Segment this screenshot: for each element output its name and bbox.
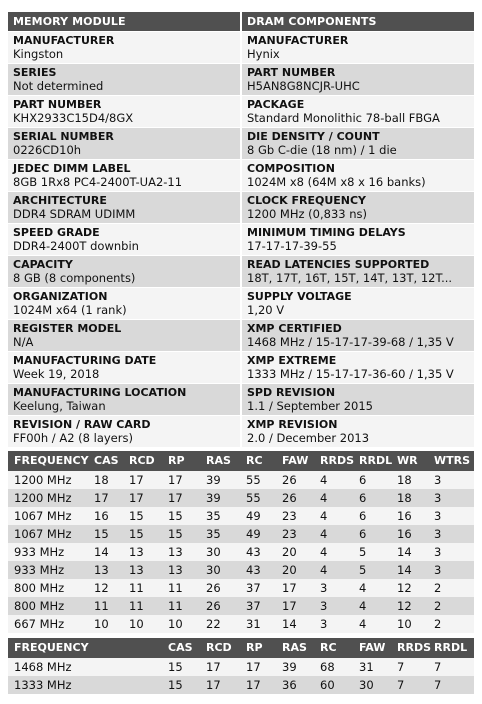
table-cell: 10: [397, 617, 412, 631]
table-cell: 6: [359, 527, 367, 541]
table-cell: 68: [320, 660, 335, 674]
table-cell: 4: [320, 491, 328, 505]
column-header: FAW: [282, 454, 309, 467]
table-cell: 4: [320, 473, 328, 487]
table-cell: 2: [434, 617, 442, 631]
table-cell: 18: [397, 491, 412, 505]
table-cell: 12: [397, 581, 412, 595]
table-cell: 15: [129, 509, 144, 523]
table-row: [8, 507, 474, 525]
column-header: RRDS: [397, 641, 431, 654]
table-cell: 2: [434, 599, 442, 613]
table-cell: 20: [282, 563, 297, 577]
table-cell: 30: [206, 545, 221, 559]
table-cell: 11: [168, 599, 183, 613]
table-cell: 10: [94, 617, 109, 631]
table-cell: 16: [94, 509, 109, 523]
column-header: CAS: [168, 641, 193, 654]
table-cell: 12: [94, 581, 109, 595]
table-cell: 15: [168, 527, 183, 541]
field-label: SPD REVISION: [247, 386, 336, 399]
field-value: KHX2933C15D4/8GX: [13, 111, 134, 125]
table-cell: 800 MHz: [14, 599, 65, 613]
field-label: SERIAL NUMBER: [13, 130, 114, 143]
memory-module-header: MEMORY MODULE: [8, 12, 240, 31]
table-cell: 13: [168, 545, 183, 559]
field-xmp-certified: [242, 320, 474, 351]
table-cell: 37: [246, 599, 261, 613]
field-package: [242, 96, 474, 127]
table-cell: 7: [434, 678, 442, 692]
field-revision-raw-card: [8, 416, 240, 447]
field-value: 0226CD10h: [13, 143, 82, 157]
field-die-density-count: [242, 128, 474, 159]
table-row: [8, 658, 474, 676]
field-value: Hynix: [247, 47, 280, 61]
table-cell: 26: [282, 491, 297, 505]
table-cell: 37: [246, 581, 261, 595]
field-value: DDR4-2400T downbin: [13, 239, 139, 253]
table-header-row: [8, 451, 474, 471]
table-cell: 4: [359, 581, 367, 595]
table-cell: 11: [94, 599, 109, 613]
column-header: WTRS: [434, 454, 471, 467]
field-label: CAPACITY: [13, 258, 73, 271]
table-cell: 15: [168, 509, 183, 523]
field-register-model: [8, 320, 240, 351]
field-label: REGISTER MODEL: [13, 322, 122, 335]
table-cell: 55: [246, 473, 261, 487]
table-cell: 13: [168, 563, 183, 577]
table-cell: 11: [168, 581, 183, 595]
field-supply-voltage: [242, 288, 474, 319]
table-cell: 4: [359, 617, 367, 631]
table-cell: 14: [397, 545, 412, 559]
field-value: 1333 MHz / 15-17-17-36-60 / 1,35 V: [247, 367, 454, 381]
table-cell: 36: [282, 678, 297, 692]
table-cell: 17: [94, 491, 109, 505]
field-label: SPEED GRADE: [13, 226, 100, 239]
field-label: PACKAGE: [247, 98, 305, 111]
table-cell: 7: [397, 660, 405, 674]
table-cell: 13: [129, 545, 144, 559]
table-cell: 17: [282, 581, 297, 595]
column-header: RP: [168, 454, 185, 467]
table-cell: 18: [397, 473, 412, 487]
table-cell: 15: [168, 678, 183, 692]
field-label: XMP REVISION: [247, 418, 338, 431]
table-cell: 31: [246, 617, 261, 631]
field-manufacturing-date: [8, 352, 240, 383]
table-cell: 5: [359, 563, 367, 577]
field-value: 1024M x64 (1 rank): [13, 303, 127, 317]
field-label: MANUFACTURER: [247, 34, 349, 47]
table-header-row: [8, 638, 474, 658]
field-value: Standard Monolithic 78-ball FBGA: [247, 111, 440, 125]
field-value: 1.1 / September 2015: [247, 399, 373, 413]
table-cell: 14: [94, 545, 109, 559]
table-cell: 60: [320, 678, 335, 692]
field-composition: [242, 160, 474, 191]
field-label: REVISION / RAW CARD: [13, 418, 151, 431]
field-value: 8GB 1Rx8 PC4-2400T-UA2-11: [13, 175, 183, 189]
column-header: RAS: [206, 454, 231, 467]
table-cell: 10: [168, 617, 183, 631]
table-cell: 15: [129, 527, 144, 541]
table-cell: 30: [206, 563, 221, 577]
column-header: RRDL: [434, 641, 468, 654]
table-cell: 11: [129, 581, 144, 595]
field-manufacturer: [8, 32, 240, 63]
table-cell: 14: [282, 617, 297, 631]
table-cell: 11: [129, 599, 144, 613]
column-header: FREQUENCY: [14, 641, 89, 654]
field-value: Keelung, Taiwan: [13, 399, 106, 413]
table-cell: 800 MHz: [14, 581, 65, 595]
dram-components-header: DRAM COMPONENTS: [242, 12, 474, 31]
column-header: RAS: [282, 641, 307, 654]
field-manufacturer: [242, 32, 474, 63]
field-xmp-extreme: [242, 352, 474, 383]
field-value: N/A: [13, 335, 34, 349]
field-organization: [8, 288, 240, 319]
table-cell: 17: [168, 491, 183, 505]
field-label: ORGANIZATION: [13, 290, 108, 303]
table-cell: 6: [359, 473, 367, 487]
column-header: CAS: [94, 454, 119, 467]
table-cell: 35: [206, 527, 221, 541]
field-label: MANUFACTURING DATE: [13, 354, 157, 367]
column-header: RRDL: [359, 454, 393, 467]
field-value: Kingston: [13, 47, 64, 61]
field-value: DDR4 SDRAM UDIMM: [13, 207, 136, 221]
table-cell: 6: [359, 509, 367, 523]
field-manufacturing-location: [8, 384, 240, 415]
field-capacity: [8, 256, 240, 287]
table-cell: 39: [206, 491, 221, 505]
table-row: [8, 561, 474, 579]
field-value: 1200 MHz (0,833 ns): [247, 207, 368, 221]
table-cell: 1067 MHz: [14, 509, 72, 523]
table-cell: 13: [94, 563, 109, 577]
field-label: CLOCK FREQUENCY: [247, 194, 367, 207]
table-cell: 13: [129, 563, 144, 577]
column-header: RC: [320, 641, 337, 654]
table-cell: 2: [434, 581, 442, 595]
table-row: [8, 543, 474, 561]
table-cell: 6: [359, 491, 367, 505]
table-cell: 39: [282, 660, 297, 674]
column-header: RCD: [129, 454, 155, 467]
field-value: 18T, 17T, 16T, 15T, 14T, 13T, 12T...: [247, 271, 453, 285]
field-label: READ LATENCIES SUPPORTED: [247, 258, 430, 271]
table-cell: 23: [282, 527, 297, 541]
field-part-number: [242, 64, 474, 95]
table-cell: 17: [246, 660, 261, 674]
column-header: WR: [397, 454, 418, 467]
field-xmp-revision: [242, 416, 474, 447]
table-cell: 1067 MHz: [14, 527, 72, 541]
xmp-profile-table: [8, 638, 474, 694]
table-cell: 933 MHz: [14, 545, 65, 559]
field-series: [8, 64, 240, 95]
table-cell: 3: [434, 545, 442, 559]
table-cell: 23: [282, 509, 297, 523]
table-row: [8, 676, 474, 694]
table-row: [8, 471, 474, 489]
field-value: 8 Gb C-die (18 nm) / 1 die: [247, 143, 397, 157]
field-clock-frequency: [242, 192, 474, 223]
table-cell: 18: [94, 473, 109, 487]
field-spd-revision: [242, 384, 474, 415]
table-cell: 39: [206, 473, 221, 487]
field-value: 2.0 / December 2013: [247, 431, 370, 445]
table-cell: 43: [246, 545, 261, 559]
table-cell: 3: [320, 581, 328, 595]
field-speed-grade: [8, 224, 240, 255]
table-cell: 3: [434, 473, 442, 487]
table-cell: 4: [320, 545, 328, 559]
table-cell: 16: [397, 509, 412, 523]
field-label: SUPPLY VOLTAGE: [247, 290, 352, 303]
column-header: RCD: [206, 641, 232, 654]
table-cell: 43: [246, 563, 261, 577]
table-cell: 4: [359, 599, 367, 613]
table-row: [8, 525, 474, 543]
field-label: ARCHITECTURE: [13, 194, 107, 207]
field-value: H5AN8G8NCJR-UHC: [247, 79, 360, 93]
table-cell: 26: [206, 581, 221, 595]
field-label: MINIMUM TIMING DELAYS: [247, 226, 406, 239]
table-cell: 31: [359, 660, 374, 674]
table-row: [8, 597, 474, 615]
table-cell: 933 MHz: [14, 563, 65, 577]
field-label: MANUFACTURER: [13, 34, 115, 47]
table-cell: 49: [246, 509, 261, 523]
field-label: MANUFACTURING LOCATION: [13, 386, 187, 399]
table-cell: 1468 MHz: [14, 660, 72, 674]
table-cell: 10: [129, 617, 144, 631]
table-cell: 667 MHz: [14, 617, 65, 631]
column-header: RRDS: [320, 454, 354, 467]
table-cell: 17: [168, 473, 183, 487]
table-cell: 3: [320, 599, 328, 613]
table-cell: 15: [168, 660, 183, 674]
column-header: RC: [246, 454, 263, 467]
table-cell: 17: [129, 491, 144, 505]
column-header: RP: [246, 641, 263, 654]
table-cell: 3: [434, 491, 442, 505]
field-label: JEDEC DIMM LABEL: [13, 162, 131, 175]
table-row: [8, 615, 474, 633]
table-cell: 15: [94, 527, 109, 541]
table-cell: 3: [434, 563, 442, 577]
table-row: [8, 579, 474, 597]
table-cell: 17: [246, 678, 261, 692]
table-cell: 4: [320, 563, 328, 577]
field-value: 8 GB (8 components): [13, 271, 136, 285]
table-cell: 49: [246, 527, 261, 541]
field-value: Week 19, 2018: [13, 367, 100, 381]
table-cell: 1333 MHz: [14, 678, 72, 692]
table-cell: 4: [320, 509, 328, 523]
field-architecture: [8, 192, 240, 223]
table-cell: 17: [206, 678, 221, 692]
table-cell: 7: [434, 660, 442, 674]
field-label: XMP CERTIFIED: [247, 322, 342, 335]
table-cell: 22: [206, 617, 221, 631]
field-label: SERIES: [13, 66, 57, 79]
field-jedec-dimm-label: [8, 160, 240, 191]
field-value: Not determined: [13, 79, 104, 93]
field-part-number: [8, 96, 240, 127]
field-value: 17-17-17-39-55: [247, 239, 337, 253]
timing-table: [8, 451, 474, 633]
field-minimum-timing-delays: [242, 224, 474, 255]
field-label: XMP EXTREME: [247, 354, 337, 367]
field-value: 1,20 V: [247, 303, 285, 317]
table-cell: 17: [282, 599, 297, 613]
field-value: 1024M x8 (64M x8 x 16 banks): [247, 175, 426, 189]
table-cell: 4: [320, 527, 328, 541]
field-read-latencies-supported: [242, 256, 474, 287]
table-cell: 17: [129, 473, 144, 487]
table-cell: 55: [246, 491, 261, 505]
field-label: DIE DENSITY / COUNT: [247, 130, 380, 143]
column-header: FREQUENCY: [14, 454, 89, 467]
table-cell: 5: [359, 545, 367, 559]
table-cell: 3: [434, 527, 442, 541]
field-label: COMPOSITION: [247, 162, 335, 175]
field-value: FF00h / A2 (8 layers): [13, 431, 133, 445]
table-cell: 26: [282, 473, 297, 487]
field-serial-number: [8, 128, 240, 159]
table-cell: 1200 MHz: [14, 491, 72, 505]
table-cell: 3: [320, 617, 328, 631]
table-row: [8, 489, 474, 507]
table-cell: 3: [434, 509, 442, 523]
table-cell: 35: [206, 509, 221, 523]
table-cell: 30: [359, 678, 374, 692]
table-cell: 17: [206, 660, 221, 674]
column-header: FAW: [359, 641, 386, 654]
field-value: 1468 MHz / 15-17-17-39-68 / 1,35 V: [247, 335, 454, 349]
table-cell: 26: [206, 599, 221, 613]
table-cell: 16: [397, 527, 412, 541]
table-cell: 20: [282, 545, 297, 559]
field-label: PART NUMBER: [247, 66, 336, 79]
table-cell: 1200 MHz: [14, 473, 72, 487]
table-cell: 12: [397, 599, 412, 613]
table-cell: 7: [397, 678, 405, 692]
field-label: PART NUMBER: [13, 98, 102, 111]
table-cell: 14: [397, 563, 412, 577]
